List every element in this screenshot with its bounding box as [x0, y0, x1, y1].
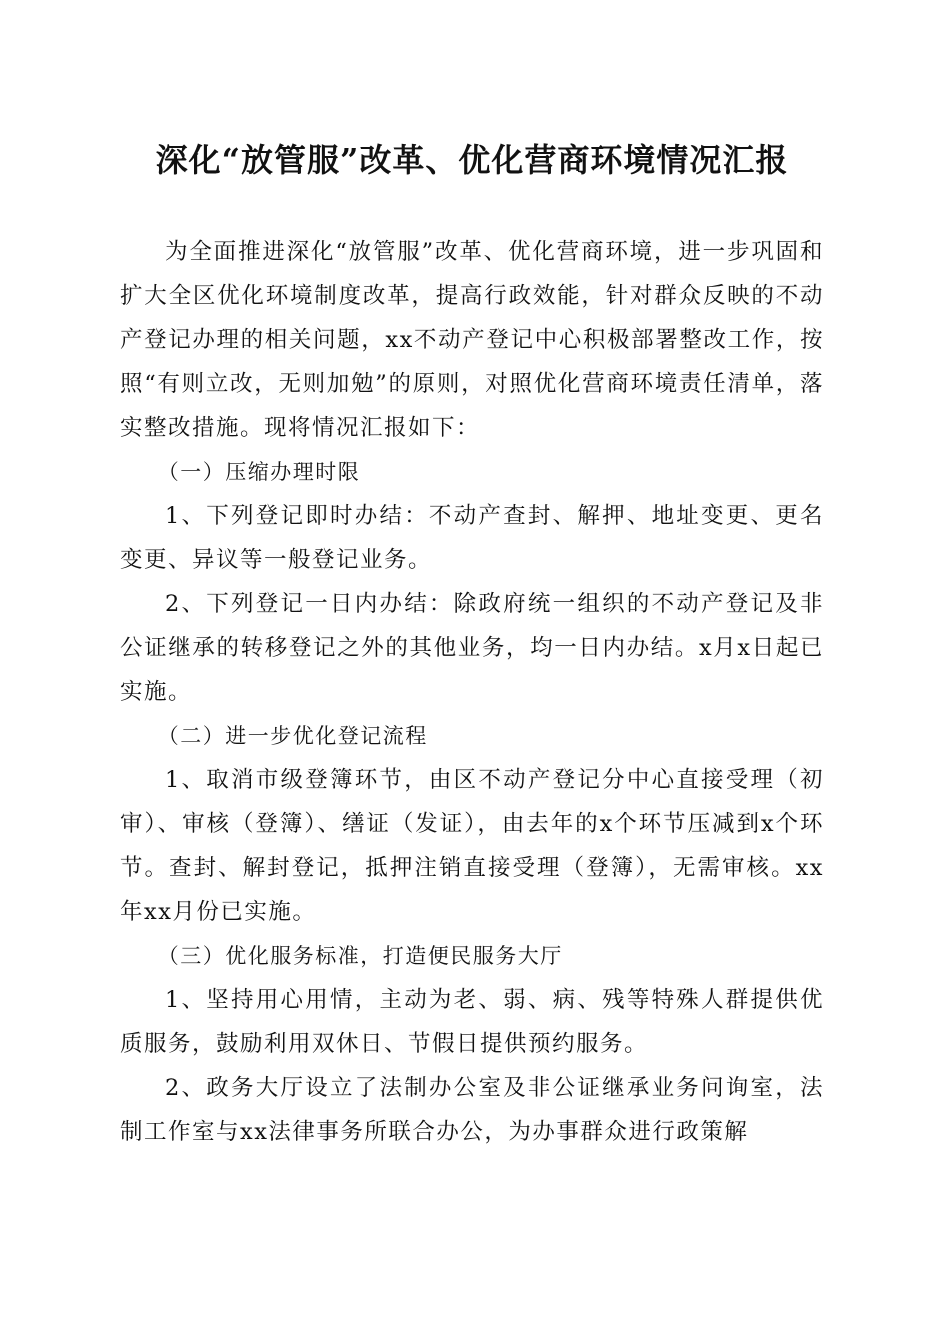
section-item: 1、下列登记即时办结：不动产查封、解押、地址变更、更名变更、异议等一般登记业务。 — [120, 503, 824, 573]
section-item: 1、坚持用心用情，主动为老、弱、病、残等特殊人群提供优质服务，鼓励利用双休日、节假日提供预约服务。 — [120, 987, 824, 1057]
intro-paragraph: 为全面推进深化“放管服”改革、优化营商环境，进一步巩固和扩大全区优化环境制度改革，提高行政效能，针对群众反映的不动产登记办理的相关问题，xx不动产登记中心积极部署整改工作，按照“有则立改，无则加勉”的原则，对照优化营商环境责任清单，落实整改措施。现将情况汇报如下： — [120, 239, 824, 441]
document-body — [120, 230, 824, 1154]
section-item: 2、下列登记一日内办结：除政府统一组织的不动产登记及非公证继承的转移登记之外的其他业务，均一日内办结。x月x日起已实施。 — [120, 591, 824, 705]
document-title: 深化“放管服”改革、优化营商环境情况汇报 — [155, 141, 789, 179]
section-heading: （二）进一步优化登记流程 — [157, 724, 428, 748]
document-page — [120, 0, 824, 1344]
section-heading: （一）压缩办理时限 — [157, 460, 361, 484]
section-item: 1、取消市级登簿环节，由区不动产登记分中心直接受理（初审）、审核（登簿）、缮证（发证），由去年的x个环节压减到x个环节。查封、解封登记，抵押注销直接受理（登簿），无需审核。xx年xx月份已实施。 — [120, 767, 824, 925]
section-item: 2、政务大厅设立了法制办公室及非公证继承业务问询室，法制工作室与xx法律事务所联合办公，为办事群众进行政策解 — [120, 1075, 824, 1145]
section-heading: （三）优化服务标准，打造便民服务大厅 — [157, 944, 563, 968]
